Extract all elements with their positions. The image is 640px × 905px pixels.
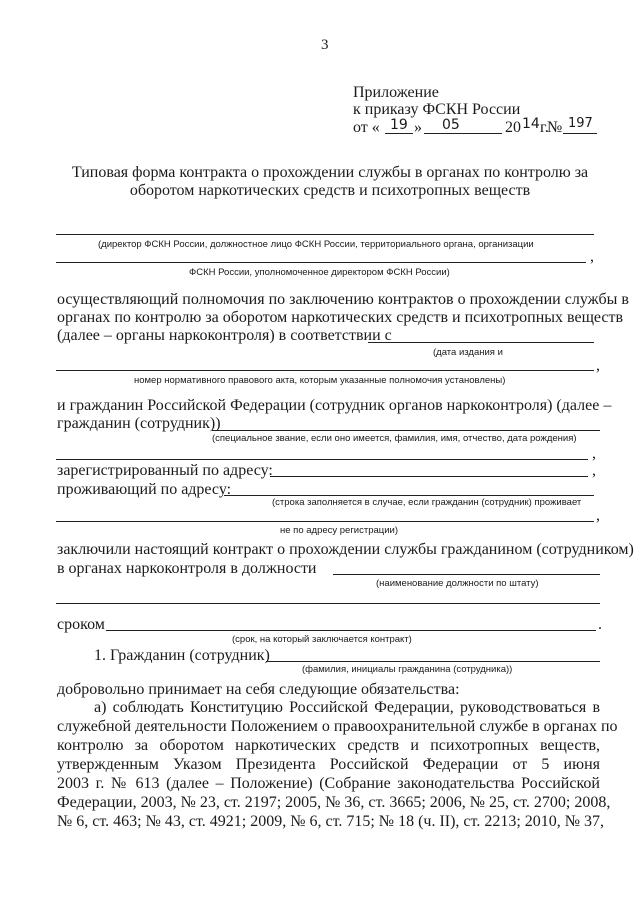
act-number-line (56, 370, 594, 371)
director-field-line (56, 234, 594, 235)
appendix-from: от « (353, 119, 380, 136)
hint-row-fill-1: (строка заполняется в случае, если гражданин (сотрудник) проживает (272, 497, 582, 508)
position-field-line (333, 574, 600, 575)
para2-line1: и гражданин Российской Федерации (сотрудник органов наркоконтроля) (далее – (57, 397, 612, 414)
comma: , (592, 445, 596, 462)
position-field-line-2 (56, 603, 600, 604)
page-number: 3 (321, 37, 329, 53)
para1-line2: органах по контролю за оборотом наркотических средств и психотропных веществ (57, 309, 624, 326)
day-underline (385, 133, 413, 134)
appendix-number: 197 (568, 116, 593, 131)
citizen-field-line-2 (56, 459, 588, 460)
obligations-line: добровольно принимает на себя следующие обязательства: (57, 681, 460, 698)
comma: , (592, 462, 596, 479)
appendix-year-prefix: 20 (505, 119, 521, 136)
hint-citizen-name: (фамилия, инициалы гражданина (сотрудника)) (302, 664, 513, 675)
item-a-line2: служебной деятельности Положением о правоохранительной службе в органах по (57, 718, 618, 735)
date-issue-line (368, 342, 594, 343)
citizen-field-line (212, 430, 600, 431)
form-title-line-2: оборотом наркотических средств и психотропных веществ (129, 182, 531, 199)
appendix-quote-close: » (414, 119, 422, 136)
hint-special-rank: (специальное звание, если оно имеется, фамилия, имя, отчество, дата рождения) (212, 433, 577, 444)
para3-line2: в органах наркоконтроля в должности (57, 560, 317, 577)
item-a-line7: № 6, ст. 463; № 43, ст. 4921; 2009, № 6, ст. 715; № 18 (ч. II), ст. 2213; 2010, № 37, (57, 813, 605, 830)
appendix-year-g: г. (540, 119, 549, 136)
appendix-year-suffix: 14 (522, 116, 540, 132)
living-address-line-2 (56, 521, 594, 522)
term-label: сроком (57, 616, 105, 633)
item-a-line1: а) соблюдать Конституцию Российской Федерации, руководствоваться в (94, 699, 600, 716)
term-field-line (106, 630, 596, 631)
number-underline (563, 133, 597, 134)
para3-line1: заключили настоящий контракт о прохождении службы гражданином (сотрудником) (57, 541, 634, 558)
living-label: проживающий по адресу: (57, 481, 232, 498)
registered-label: зарегистрированный по адресу: (57, 462, 273, 479)
item1-label: 1. Гражданин (сотрудник) (94, 647, 270, 664)
fskn-field-line (56, 262, 586, 263)
para2-line2: гражданин (сотрудник)) (57, 415, 221, 432)
appendix-day: 19 (390, 117, 408, 133)
item-a-line5: 2003 г. № 613 (далее – Положение) (Собрание законодательства Российской (57, 775, 600, 792)
citizen-name-line (266, 661, 600, 662)
appendix-title: Приложение (353, 84, 439, 101)
comma: , (590, 248, 594, 265)
appendix-month: 05 (442, 117, 460, 133)
month-underline (424, 133, 502, 134)
appendix-order: к приказу ФСКН России (353, 101, 521, 118)
item-a-line3: контролю за оборотом наркотических средств и психотропных веществ, (57, 737, 600, 754)
registered-address-line (270, 476, 588, 477)
form-title-line-1: Типовая форма контракта о прохождении службы в органах по контролю за (71, 164, 589, 181)
hint-position: (наименование должности по штату) (376, 578, 539, 589)
comma: , (596, 507, 600, 524)
hint-row-fill-2: не по адресу регистрации) (280, 525, 398, 536)
item-a-line4: утвержденным Указом Президента Российской Федерации от 5 июня (57, 756, 600, 773)
para1-line1: осуществляющий полномочия по заключению контрактов о прохождении службы в (57, 291, 629, 308)
appendix-number-sign: № (547, 119, 563, 136)
para1-line3: (далее – органы наркоконтроля) в соответствии с (57, 327, 392, 344)
comma: , (596, 357, 600, 374)
hint-date-issue: (дата издания и (433, 347, 503, 358)
hint-act-number: номер нормативного правового акта, которым указанные полномочия установлены) (134, 375, 506, 386)
hint-term: (срок, на который заключается контракт) (232, 634, 412, 645)
living-address-line (224, 495, 594, 496)
period: . (598, 616, 602, 633)
hint-fskn: ФСКН России, уполномоченное директором ФСКН России) (189, 267, 450, 278)
item-a-line6: Федерации, 2003, № 23, ст. 2197; 2005, № 36, ст. 3665; 2006, № 25, ст. 2700; 2008, (57, 794, 611, 811)
hint-director: (директор ФСКН России, должностное лицо ФСКН России, территориального органа, организации (98, 239, 534, 250)
